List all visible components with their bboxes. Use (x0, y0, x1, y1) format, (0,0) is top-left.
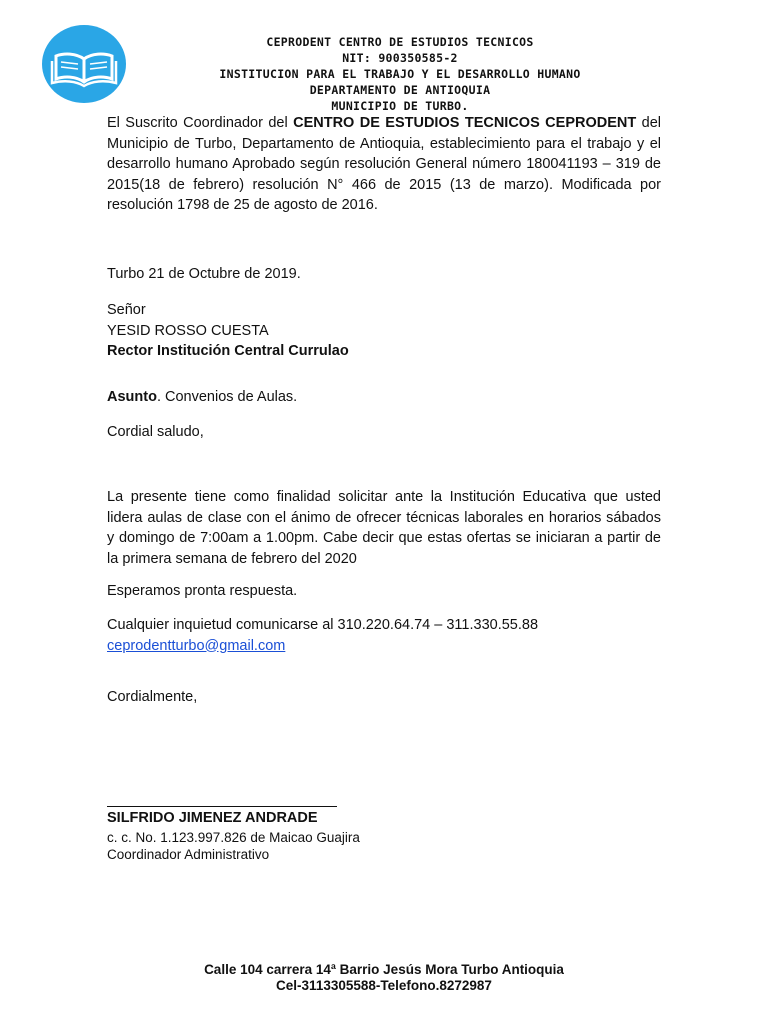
recipient-name: YESID ROSSO CUESTA (107, 322, 269, 339)
letter-date: Turbo 21 de Octubre de 2019. (107, 266, 301, 282)
letterhead-institution: INSTITUCION PARA EL TRABAJO Y EL DESARROLLO HUMANO (219, 67, 581, 81)
intro-prefix: El Suscrito Coordinador del (107, 115, 294, 131)
recipient-block (107, 300, 661, 362)
letterhead-municipality: MUNICIPIO DE TURBO. (331, 99, 469, 113)
awaiting-response: Esperamos pronta respuesta. (107, 583, 298, 599)
letterhead-department: DEPARTAMENTO DE ANTIOQUIA (309, 83, 491, 97)
closing: Cordialmente, (107, 689, 198, 705)
footer-address (0, 962, 768, 994)
institution-logo (42, 25, 126, 103)
letterhead (150, 34, 650, 114)
letterhead-org: CEPRODENT CENTRO DE ESTUDIOS TECNICOS (266, 35, 534, 49)
footer-street: Calle 104 carrera 14ª Barrio Jesús Mora Turbo Antioquia (204, 962, 564, 977)
open-book-icon (42, 25, 126, 103)
subject-line (107, 387, 661, 408)
signature-line (107, 806, 337, 807)
intro-paragraph (107, 113, 661, 216)
contact-phones: Cualquier inquietud comunicarse al 310.220.64.74 – 311.330.55.88 (107, 617, 539, 633)
contact-block (107, 615, 661, 656)
signatory-block (107, 808, 661, 863)
recipient-salutation: Señor (107, 302, 146, 318)
footer-phone: Cel-3113305588-Telefono.8272987 (276, 978, 492, 993)
greeting: Cordial saludo, (107, 424, 204, 440)
intro-org-name: CENTRO DE ESTUDIOS TECNICOS CEPRODENT (293, 115, 637, 131)
intro-rest: del Municipio de Turbo, Departamento de Antioquia, establecimiento para el trabajo y el desarrollo humano Aprobado según resolución General número 180041193 – 319 de 2015(18 de febrero) resolución N° 466 de 2015 (13 de marzo). Modificada por resolución 1798 de 25 de agosto de 2016. (107, 115, 661, 213)
body-paragraph: La presente tiene como finalidad solicitar ante la Institución Educativa que usted lidera aulas de clase con el ánimo de ofrecer técnicas laborales en horarios sábados y domingo de 7:00am a 1.00pm. Cabe decir que estas ofertas se iniciaran a partir de la primera semana de febrero del 2020 (107, 489, 661, 567)
signatory-id: c. c. No. 1.123.997.826 de Maicao Guajira (107, 829, 360, 845)
letterhead-nit: NIT: 900350585-2 (342, 51, 458, 65)
subject-label: Asunto (107, 389, 157, 405)
subject-text: . Convenios de Aulas. (156, 389, 298, 405)
contact-email-link[interactable]: ceprodentturbo@gmail.com (107, 637, 286, 654)
recipient-title: Rector Institución Central Currulao (107, 343, 349, 359)
signatory-role: Coordinador Administrativo (107, 846, 270, 862)
signatory-name: SILFRIDO JIMENEZ ANDRADE (107, 810, 318, 826)
